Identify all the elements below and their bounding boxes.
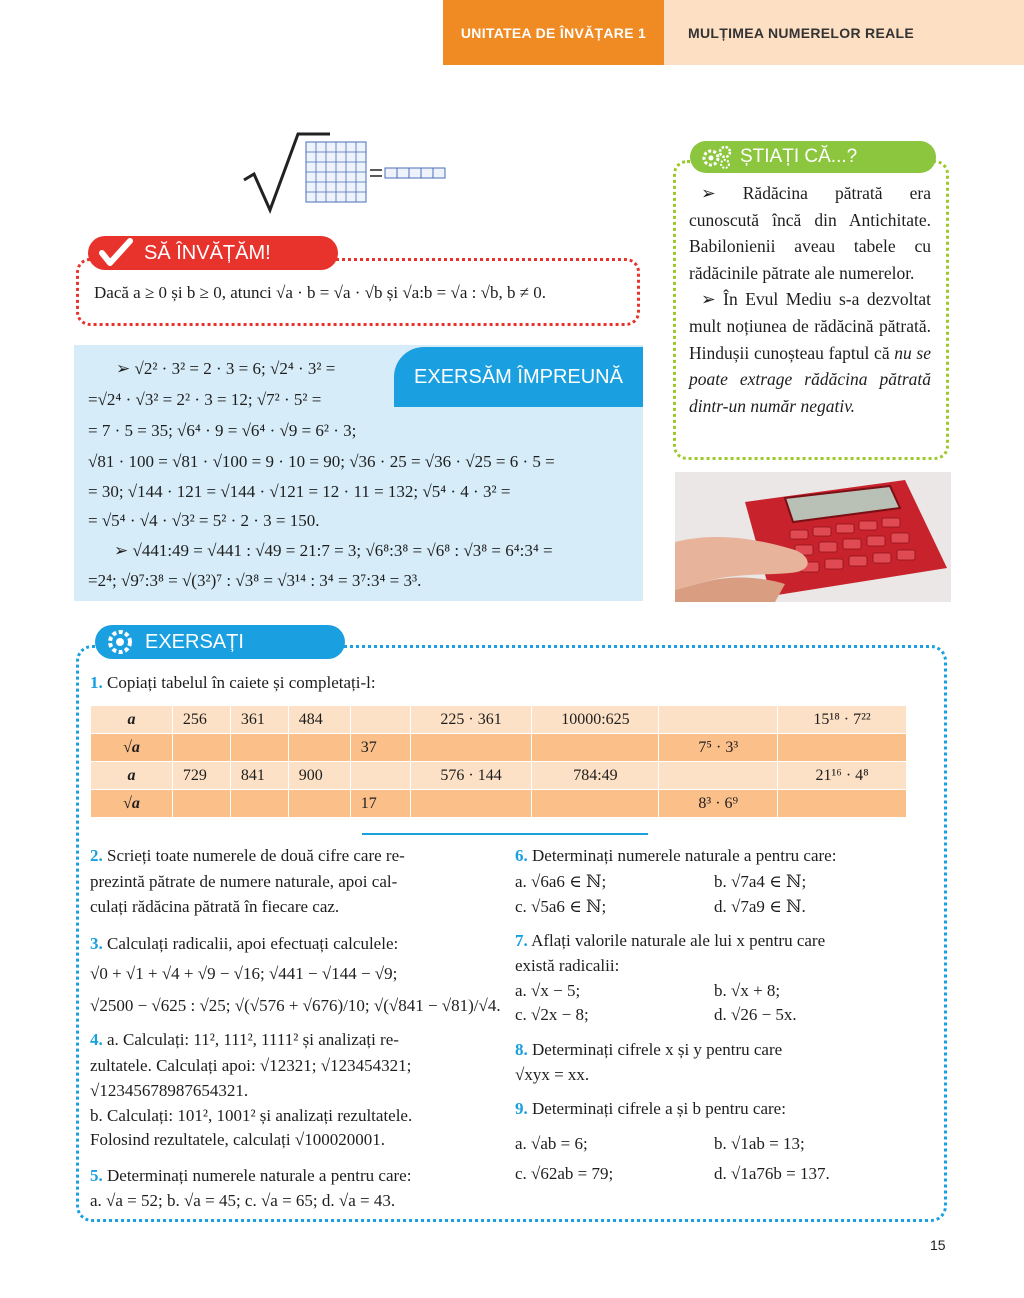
exercise-number: 6. — [515, 846, 528, 865]
table-cell: 361 — [230, 706, 288, 734]
know-paragraph-1: ➢ Rădăcina pătrată era cunoscută încă din Antichitate. Babilonienii aveau tabele cu rădăcinile pătrate ale numerelor. — [689, 183, 931, 283]
table-cell: 10000:625 — [532, 706, 659, 734]
table-cell: 576 · 144 — [410, 762, 532, 790]
table-cell-label: √a — [91, 734, 173, 762]
table-cell — [659, 706, 778, 734]
exercise-text: Calculați radicalii, apoi efectuați calculele: — [107, 934, 399, 953]
learn-rule: Dacă a ≥ 0 și b ≥ 0, atunci √a · b = √a · √b și √a:b = √a : √b, b ≠ 0. — [94, 283, 547, 302]
exercise-text: a. √a = 52; b. √a = 45; c. √a = 65; d. √a = 43. — [90, 1191, 396, 1210]
exercise-text: Determinați numerele naturale a pentru care: — [107, 1166, 412, 1185]
exercise-text: Determinați numerele naturale a pentru care: — [532, 846, 837, 865]
table-cell — [172, 734, 230, 762]
table-cell: 15¹⁸ · 7²² — [778, 706, 907, 734]
table-cell-label: a — [91, 706, 173, 734]
exercise-item: d. √1a76b = 137. — [714, 1164, 830, 1183]
exercise-2 — [90, 846, 405, 866]
gear-icon — [105, 627, 135, 657]
table-cell — [288, 790, 350, 818]
table-row — [91, 790, 907, 818]
exercise-item: b. √7a4 ∈ ℕ; — [714, 872, 807, 891]
table-cell — [410, 734, 532, 762]
table-cell: 784:49 — [532, 762, 659, 790]
exercise-5 — [90, 1166, 411, 1186]
table-cell: 256 — [172, 706, 230, 734]
table-cell — [230, 790, 288, 818]
exercise-text: Aflați valorile naturale ale lui x pentru care — [531, 931, 826, 950]
exercise-number: 1. — [90, 673, 103, 692]
practice-banner — [95, 625, 345, 659]
table-cell: 729 — [172, 762, 230, 790]
exercise-9 — [515, 1099, 786, 1119]
table-cell: 7⁵ · 3³ — [659, 734, 778, 762]
gears-icon — [700, 144, 734, 170]
page-number: 15 — [930, 1237, 946, 1253]
learn-title: SĂ ÎNVĂȚĂM! — [144, 241, 271, 264]
table-cell: 21¹⁶ · 4⁸ — [778, 762, 907, 790]
together-line: = 7 · 5 = 35; √6⁴ · 9 = √6⁴ · √9 = 6² · 3; — [88, 421, 357, 440]
table-cell — [350, 706, 410, 734]
exercise-4 — [90, 1030, 399, 1050]
table-cell — [350, 762, 410, 790]
together-line: ➢ √2² · 3² = 2 · 3 = 6; √2⁴ · 3² = — [116, 359, 336, 378]
exercise-item: a. √ab = 6; — [515, 1134, 588, 1153]
exercise-number: 5. — [90, 1166, 103, 1185]
exercise-7 — [515, 931, 825, 951]
know-text — [689, 180, 931, 419]
exercise-text: √2500 − √625 : √25; √(√576 + √676)/10; √(√841 − √81)/√4. — [90, 996, 501, 1015]
table-cell-label: a — [91, 762, 173, 790]
table-cell: 484 — [288, 706, 350, 734]
together-line: ➢ √441:49 = √441 : √49 = 21:7 = 3; √6⁸:3⁸ = √6⁸ : √3⁸ = 6⁴:3⁴ = — [114, 541, 553, 560]
exercise-text: Scrieți toate numerele de două cifre care re- — [107, 846, 405, 865]
exercise-text: b. Calculați: 101², 1001² și analizați rezultatele. — [90, 1106, 413, 1125]
together-line: =√2⁴ · √3² = 2² · 3 = 12; √7² · 5² = — [88, 390, 322, 409]
exercise-number: 2. — [90, 846, 103, 865]
table-cell-label: √a — [91, 790, 173, 818]
exercise-text: Folosind rezultatele, calculați √100020001. — [90, 1130, 385, 1149]
table-cell — [532, 734, 659, 762]
table-cell — [230, 734, 288, 762]
know-text-italic: nu se poate extrage rădăcina pătrată dintr-un număr negativ. — [689, 342, 931, 416]
together-title: EXERSĂM ÎMPREUNĂ — [394, 347, 643, 407]
table-row — [91, 762, 907, 790]
exercise-item: d. √7a9 ∈ ℕ. — [714, 897, 806, 916]
topic-label: MULȚIMEA NUMERELOR REALE — [664, 0, 1024, 65]
exercise-number: 8. — [515, 1040, 528, 1059]
table-cell — [172, 790, 230, 818]
table-cell: 17 — [350, 790, 410, 818]
table-cell — [778, 790, 907, 818]
practice-title: EXERSAȚI — [145, 630, 244, 653]
table-cell — [288, 734, 350, 762]
exercise-number: 4. — [90, 1030, 103, 1049]
table-cell: 37 — [350, 734, 410, 762]
check-icon — [96, 238, 140, 268]
exercise-text: √12345678987654321. — [90, 1081, 249, 1100]
divider — [362, 833, 648, 835]
exercise-text: zultatele. Calculați apoi: √12321; √123454321; — [90, 1056, 412, 1075]
unit-label: UNITATEA DE ÎNVĂȚARE 1 — [443, 0, 664, 65]
exercise-item: a. √6a6 ∈ ℕ; — [515, 872, 607, 891]
exercise-text: prezintă pătrate de numere naturale, apoi cal- — [90, 872, 398, 891]
exercise-text: există radicalii: — [515, 956, 620, 975]
table-cell: 900 — [288, 762, 350, 790]
know-banner — [690, 141, 936, 173]
exercise-text: Determinați cifrele x și y pentru care — [532, 1040, 783, 1059]
know-text-normal: ➢ În Evul Mediu s-a dezvoltat mult noțiunea de rădăcină pătrată. Hindușii cunoșteau faptul că — [689, 289, 931, 363]
exercise-6 — [515, 846, 836, 866]
exercise-item: b. √x + 8; — [714, 981, 781, 1000]
table-cell — [532, 790, 659, 818]
exercise-item: b. √1ab = 13; — [714, 1134, 805, 1153]
exercise-text: culați rădăcina pătrată în fiecare caz. — [90, 897, 340, 916]
exercise-8 — [515, 1040, 782, 1060]
table-cell: 8³ · 6⁹ — [659, 790, 778, 818]
exercise-text: Copiați tabelul în caiete și completați-l: — [107, 673, 376, 692]
exercise-text: √0 + √1 + √4 + √9 − √16; √441 − √144 − √9; — [90, 964, 398, 983]
exercise-item: c. √62ab = 79; — [515, 1164, 614, 1183]
calculator-image — [675, 472, 951, 602]
know-paragraph-2 — [689, 286, 931, 419]
table-cell — [659, 762, 778, 790]
exercise-1 — [90, 673, 376, 693]
exercise-1-table — [90, 705, 907, 818]
table-cell — [778, 734, 907, 762]
exercise-text: √xyx = xx. — [515, 1065, 590, 1084]
together-line: = √5⁴ · √4 · √3² = 5² · 2 · 3 = 150. — [88, 511, 320, 530]
table-cell: 841 — [230, 762, 288, 790]
table-row — [91, 734, 907, 762]
together-line: =2⁴; √9⁷:3⁸ = √(3²)⁷ : √3⁸ = √3¹⁴ : 3⁴ = 3⁷:3⁴ = 3³. — [88, 571, 422, 590]
together-line: = 30; √144 · 121 = √144 · √121 = 12 · 11 = 132; √5⁴ · 4 · 3² = — [88, 482, 511, 501]
table-cell — [410, 790, 532, 818]
know-title: ȘTIAȚI CĂ...? — [740, 146, 858, 167]
table-cell: 225 · 361 — [410, 706, 532, 734]
exercise-number: 9. — [515, 1099, 528, 1118]
learn-banner — [88, 236, 338, 270]
exercise-3 — [90, 934, 398, 954]
sqrt-grid-illustration — [240, 128, 450, 218]
exercise-text: Determinați cifrele a și b pentru care: — [532, 1099, 786, 1118]
exercise-text: a. Calculați: 11², 111², 1111² și analizați re- — [107, 1030, 399, 1049]
exercise-item: d. √26 − 5x. — [714, 1005, 797, 1024]
together-line: √81 · 100 = √81 · √100 = 9 · 10 = 90; √36 · 25 = √36 · √25 = 6 · 5 = — [88, 452, 555, 471]
exercise-number: 3. — [90, 934, 103, 953]
table-row — [91, 706, 907, 734]
exercise-item: a. √x − 5; — [515, 981, 581, 1000]
exercise-item: c. √2x − 8; — [515, 1005, 589, 1024]
exercise-number: 7. — [515, 931, 528, 950]
exercise-item: c. √5a6 ∈ ℕ; — [515, 897, 607, 916]
